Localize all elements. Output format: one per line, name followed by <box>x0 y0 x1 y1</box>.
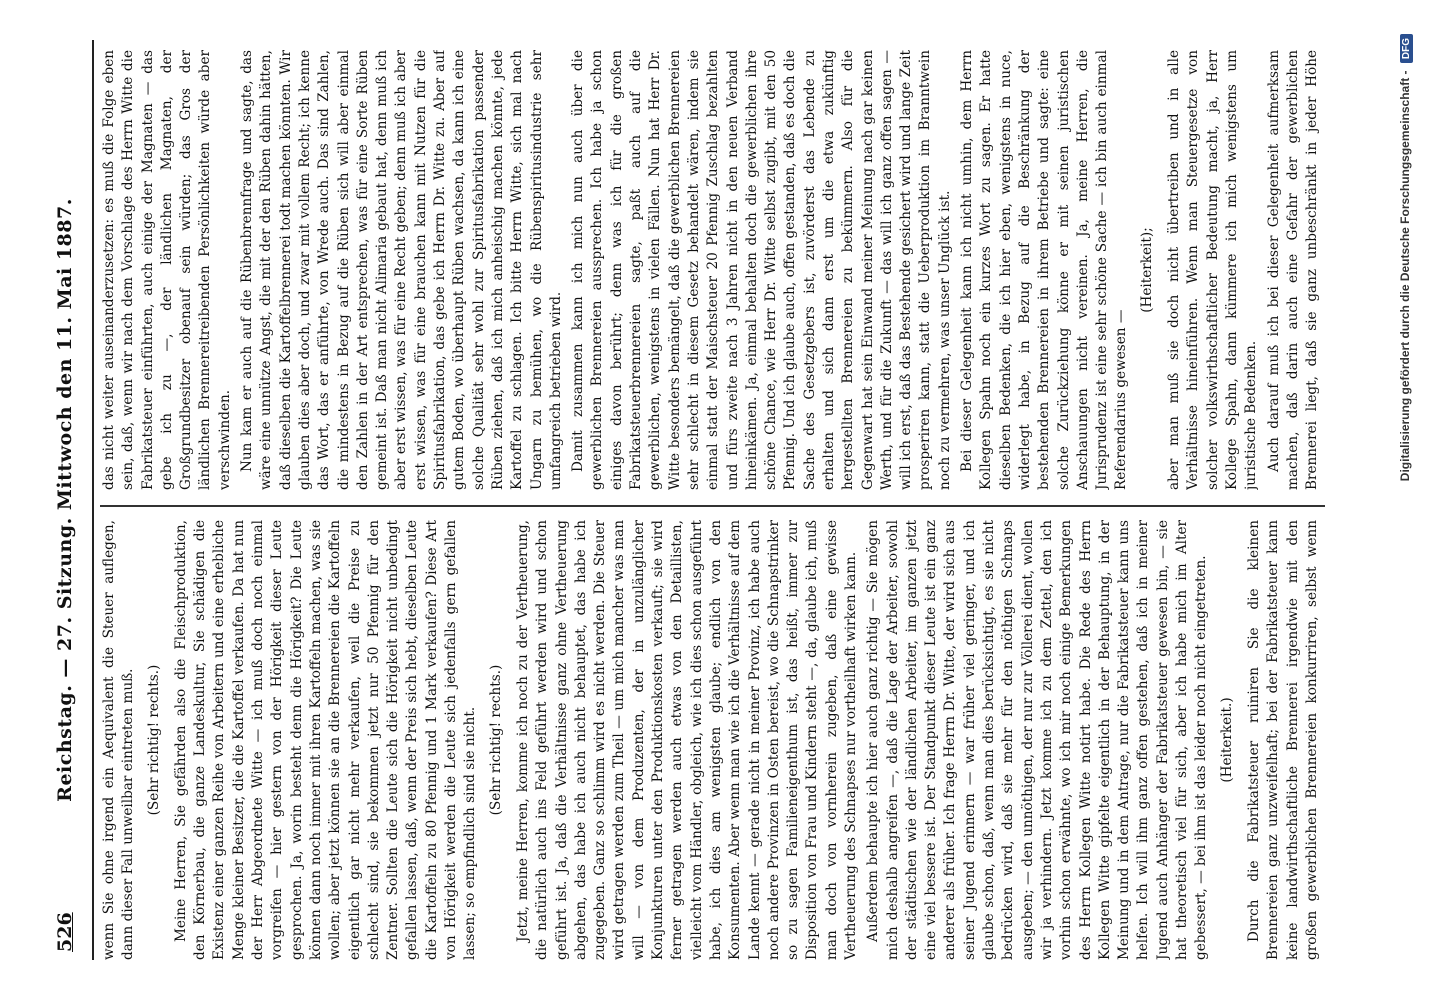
column-divider <box>100 505 1325 507</box>
left-column <box>100 520 1320 960</box>
interjection: (Heiterkeit); <box>1138 227 1155 313</box>
header-rule <box>92 40 94 960</box>
paragraph: Jetzt, meine Herren, komme ich noch zu der Vertheuerung, die natürlich auch ins Feld geführt werden wird und schon geführt ist. Ja, daß die Verhältnisse ganz ohne Vertheuerung abgehen, das habe ich auch nicht behauptet, das habe ich zugegeben. Ganz so schlimm wird es nicht werden. Die Steuer wird getragen werden zum Theil — um mich mancher was man will — von dem Produzenten, der in unzulänglicher Konjunkturen unter den Produktionskosten verkauft; sie wird ferner getragen werden auch etwas von den Detaillisten, vielleicht vom Händler, obgleich, wie ich dies schon ausgeführt habe, ich dies am wenigsten glaube; endlich von den Konsumenten. Aber wenn man wie ich die Verhältnisse auf dem Lande kennt — gerade nicht in meiner Provinz, ich habe auch noch andere Provinzen in Osten bereist, wo die Schnapstrinker so zu sagen Familieneigenthum ist, das heißt, immer zur Disposition von Frau und Kindern steht —, da, glaube ich, muß man doch von vornherein zugeben, daß eine gewisse Vertheuerung des Schnapses nur vortheilhaft wirken kann. <box>514 520 859 960</box>
dfg-logo: DFG <box>1400 34 1413 63</box>
running-title: Reichstag. — 27. Sitzung. Mittwoch den 11. Mai 1887. <box>54 198 76 802</box>
interjection: (Heiterkeit.) <box>1218 697 1235 783</box>
paragraph: Außerdem behaupte ich hier auch ganz richtig — Sie mögen mich deshalb angreifen —, daß die Lage der Arbeiter, sowohl der städtischen wie der ländlichen Arbeiter, im ganzen jetzt eine viel bessere ist. Der Standpunkt dieser Leute ist ein ganz anderer als früher. Ich frage Herrn Dr. Witte, der wird sich aus seiner Jugend erinnern — war früher viel geringer, und ich glaube schon, daß, wenn man dies berücksichtigt, es sie nicht bedrücken wird, daß sie mehr für den nöthigen Schnaps ausgeben; — den unnöthigen, der nur zur Völlerei dient, wollen wir ja verhindern. Jetzt komme ich zu dem Zettel, den ich vorhin schon erwähnte, wo ich mir noch einige Bemerkungen des Herrn Kollegen Witte notirt habe. Die Rede des Herrn Kollegen Witte gipfelte eigentlich in der Behauptung, in der Meinung und in dem Antrage, nur die Fabrikatsteuer kann uns helfen. Ich will ihm ganz offen gestehen, daß ich in meiner Jugend auch Anhänger der Fabrikatsteuer gewesen bin, — sie hat theoretisch viel für sich, aber ich habe mich im Alter gebessert, — bei ihm ist das leider noch nicht eingetreten. <box>865 520 1210 960</box>
right-column <box>100 50 1320 490</box>
paragraph: wenn Sie ohne irgend ein Aequivalent die Steuer auflegen, dann dieser Fall unweilbar eintreten muß. <box>101 520 137 960</box>
paragraph: Durch die Fabrikatsteuer ruiniren Sie die kleinen Brennereien ganz unzweifelhaft; bei der Fabrikatsteuer kann keine landwirthschaftliche Brennerei irgendwie mit den großen gewerblichen Brennereien konkurriren, selbst wenn <box>1245 520 1320 960</box>
paragraph: Bei dieser Gelegenheit kann ich nicht umhin, dem Herrn Kollegen Spahn noch ein kurzes Wort zu sagen. Er hatte dieselben Bedenken, die ich hier eben, wenigstens in nuce, widerlegt habe, in Bezug auf die Beschränkung der bestehenden Brennereien in ihrem Betriebe und sagte: eine solche Zurückziehung könne er mit seinen juristischen Anschauungen nicht vereinen. Ja, meine Herren, die Jurisprudenz ist eine sehr schöne Sache — ich bin auch einmal Referendarius gewesen — <box>959 50 1130 490</box>
page-number: 526 <box>54 912 76 952</box>
paragraph: Damit zusammen kann ich mich nun auch über die gewerblichen Brennereien aussprechen. Ich habe ja schon einiges davon berührt; denn was ich für die großen Fabrikatsteuerbrennereien sagte, paßt auch auf die gewerblichen, wenigstens in vielen Fällen. Nun hat Herr Dr. Witte besonders bemängelt, daß die gewerblichen Brennereien sehr schlecht in diesem Gesetz behandelt wären, indem sie einmal statt der Maischsteuer 20 Pfennig Zuschlag bezahlten und fürs zweite nach 3 Jahren nicht in den neuen Verband hineinkämen. Ja, einmal behalten doch die gewerblichen ihre schöne Chance, wie Herr Dr. Witte selbst zugibt, mit den 50 Pfennig. Und ich glaube auch, offen gestanden, daß es doch die Sache des Gesetzgebers ist, zuvörderst das Lebende zu erhalten und sich dann erst um die etwa zukünftig hergestellten Brennereien zu bekümmern. Also für die Gegenwart hat sein Einwand meiner Meinung nach gar keinen Werth, und für die Zukunft — das will ich ganz offen sagen — will ich erst, daß das Bestehende gesichert wird und lange Zeit prosperiren kann, statt die Ueberproduktion im Branntwein noch zu vermehren, was unser Unglück ist. <box>570 50 953 490</box>
digitization-credit <box>1398 0 1413 1000</box>
interjection: (Sehr richtig! rechts.) <box>145 664 162 816</box>
paragraph: Auch darauf muß ich bei dieser Gelegenheit aufmerksam machen, daß darin auch eine Gefahr der gewerblichen Brennerei liegt, daß sie ganz unbeschränkt in jeder Höhe <box>1265 50 1320 490</box>
paragraph: Nun kam er auch auf die Rübenbrennfrage und sagte, das wäre eine unnütze Angst, die mit der den Rüben dahin hätten, daß dieselben die Kartoffelbrennerei todt machen könnten. Wir glauben dies aber doch, und zwar mit vollem Recht; ich kenne das Wort, das er anführte, von Wrede auch. Das sind Zahlen, die mindestens in Bezug auf die Rüben sich will aber einmal den Zahlen in der Art entsprechen, was für eine Sorte Rüben gemeint ist. Daß man nicht Alimaria gebaut hat, denn muß ich aber erst wissen, was für eine Recht geben; denn muß ich aber erst wissen, was für eine brauchen kann mit Nutzen für die Spiritusfabrikation, das gebe ich Herrn Dr. Witte zu. Aber auf gutem Boden, wo überhaupt Rüben wachsen, da kann ich eine solche Qualität sehr wohl zur Spiritusfabrikation passender Rüben ziehen, daß ich mich anheischig machen könnte, jede Kartoffel zu schlagen. Ich bitte Herrn Witte, sich mal nach Ungarn zu bemühen, wo die Rübenspiritusindustrie sehr umfangreich betrieben wird. <box>239 50 564 490</box>
page-header <box>48 40 84 960</box>
paragraph: aber man muß sie doch nicht übertreiben und in alle Verhältnisse hineinführen. Wenn man Steuergesetze von solcher volkswirthschaftlicher Bedeutung macht, ja, Herr Kollege Spahn, dann kümmere ich mich wenigstens um juristische Bedenken. <box>1166 50 1260 490</box>
interjection: (Sehr richtig! rechts.) <box>487 664 504 816</box>
credit-text: Digitalisierung gefördert durch die Deutsche Forschungsgemeinschaft - <box>1398 70 1412 482</box>
paragraph: das nicht weiter auseinanderzusetzen: es muß die Folge eben sein, daß, wenn wir nach dem Vorschlage des Herrn Witte die Fabrikatsteuer einführten, auch einige der Magnaten — das gebe ich zu —, der ländlichen Magnaten, der Großgrundbesitzer obenauf sein würden; das Gros der ländlichen Brennereitreibenden Persönlichkeiten würde aber verschwinden. <box>101 50 233 490</box>
paragraph: Meine Herren, Sie gefährden also die Fleischproduktion, den Körnerbau, die ganze Landeskultur, Sie schädigen die Existenz einer ganzen Reihe von Arbeitern und eine erhebliche Menge kleiner Besitzer, die die Kartoffel verkaufen. Da hat nun der Herr Abgeordnete Witte — ich muß doch noch einmal vorgreifen — hier gestern von der Hörigkeit dieser Leute gesprochen. Ja, worin besteht denn die Hörigkeit? Die Leute können dann noch immer mit ihren Kartoffeln machen, was sie wollen; aber jetzt können sie an die Brennereien die Kartoffeln eigentlich gar nicht mehr verkaufen, weil die Preise zu schlecht sind, sie bekommen jetzt nur 50 Pfennig für den Zentner. Sollten die Leute sich die Hörigkeit nicht unbedingt gefallen lassen, daß, wenn der Preis sich hebt, dieselben Leute die Kartoffeln zu 80 Pfennig und 1 Mark verkaufen? Diese Art von Hörigkeit werden die Leute sich jedenfalls gern gefallen lassen; so empfindlich sind sie nicht. <box>172 520 479 960</box>
